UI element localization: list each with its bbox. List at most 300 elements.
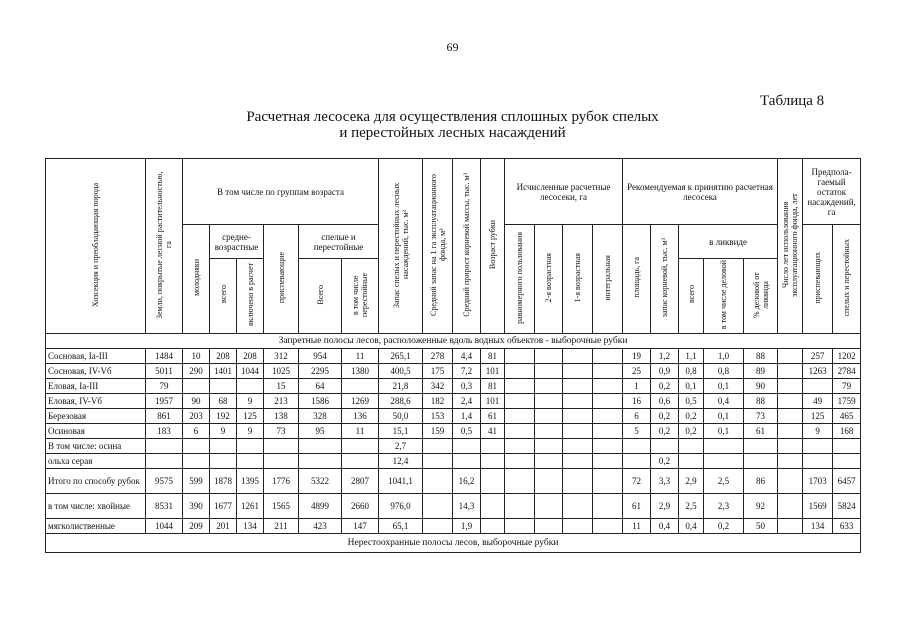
row-label: Итого по способу рубок	[46, 469, 146, 494]
table-cell: 81	[481, 349, 505, 364]
table-cell: 265,1	[379, 349, 423, 364]
table-cell: 1025	[264, 364, 299, 379]
table-cell: 101	[481, 364, 505, 379]
table-row	[46, 469, 861, 494]
table-cell	[264, 454, 299, 469]
page-number: 69	[446, 40, 459, 54]
header-mid-incl: включено в расчет	[237, 259, 264, 334]
header-area: Земли, покрытые лесной растительностью, га	[146, 159, 183, 334]
table-cell: 0,9	[651, 364, 679, 379]
table-cell: 4,4	[453, 349, 481, 364]
table-cell	[299, 454, 342, 469]
table-cell: 201	[210, 519, 237, 534]
table-cell: 0,8	[679, 364, 704, 379]
table-cell	[744, 439, 778, 454]
table-cell: 16,2	[453, 469, 481, 494]
table-cell: 41	[481, 424, 505, 439]
header-1age: 1-я возрастная	[563, 225, 593, 334]
table-cell: 976,0	[379, 494, 423, 519]
table-cell	[183, 439, 210, 454]
table-cell: 0,5	[679, 394, 704, 409]
table-cell: 1,1	[679, 349, 704, 364]
table-cell: 9	[237, 394, 264, 409]
table-cell	[593, 439, 623, 454]
table-cell	[183, 379, 210, 394]
table-cell: 288,6	[379, 394, 423, 409]
table-cell: 0,8	[704, 364, 744, 379]
table-cell	[778, 454, 803, 469]
table-cell	[423, 439, 453, 454]
table-cell: 90	[183, 394, 210, 409]
header-age-groups: В том числе по группам возраста	[183, 159, 379, 225]
table-cell	[803, 439, 833, 454]
table-cell: 0,5	[453, 424, 481, 439]
table-cell: 159	[423, 424, 453, 439]
table-cell: 183	[146, 424, 183, 439]
row-label: Сосновая, IV-Vб	[46, 364, 146, 379]
table-cell: 61	[623, 494, 651, 519]
table-cell	[593, 454, 623, 469]
table-cell: 0,1	[704, 379, 744, 394]
table-cell: 21,8	[379, 379, 423, 394]
table-cell	[423, 519, 453, 534]
table-cell	[623, 454, 651, 469]
table-cell: 50	[744, 519, 778, 534]
table-cell: 1565	[264, 494, 299, 519]
table-cell	[535, 424, 563, 439]
table-cell: 0,4	[679, 519, 704, 534]
table-cell: 5322	[299, 469, 342, 494]
row-label: ольха серая	[46, 454, 146, 469]
table-cell: 134	[237, 519, 264, 534]
table-cell	[563, 454, 593, 469]
table-cell: 12,4	[379, 454, 423, 469]
table-cell: 633	[833, 519, 861, 534]
table-cell	[505, 379, 535, 394]
table-cell: 0,2	[651, 409, 679, 424]
table-cell: 1	[623, 379, 651, 394]
table-cell: 2,3	[704, 494, 744, 519]
table-cell: 290	[183, 364, 210, 379]
table-cell: 16	[623, 394, 651, 409]
table-cell: 147	[342, 519, 379, 534]
header-remain-group: Предпола-гаемый остаток насаждений, га	[803, 159, 861, 225]
table-cell: 0,3	[453, 379, 481, 394]
table-cell: 2,5	[679, 494, 704, 519]
table-cell: 11	[342, 424, 379, 439]
table-row	[46, 454, 861, 469]
table-cell: 1041,1	[379, 469, 423, 494]
table-cell: 6	[183, 424, 210, 439]
table-cell: 0,4	[704, 394, 744, 409]
table-label: Таблица 8	[760, 93, 825, 109]
table-row	[46, 439, 861, 454]
table-cell	[593, 494, 623, 519]
table-cell	[299, 439, 342, 454]
row-label: Еловая, Ia-III	[46, 379, 146, 394]
table-cell: 9	[210, 424, 237, 439]
table-cell	[803, 379, 833, 394]
table-cell: 0,2	[651, 454, 679, 469]
table-cell: 5011	[146, 364, 183, 379]
table-cell: 0,1	[704, 424, 744, 439]
header-liquid-group: в ликвиде	[679, 225, 778, 259]
table-cell: 1957	[146, 394, 183, 409]
table-cell	[535, 469, 563, 494]
header-ripening: приспевающие	[264, 225, 299, 334]
title-line-2: и перестойных лесных насаждений	[339, 125, 566, 141]
table-cell: 1202	[833, 349, 861, 364]
table-cell: 89	[744, 364, 778, 379]
table-cell	[237, 439, 264, 454]
table-cell: 203	[183, 409, 210, 424]
table-cell: 1759	[833, 394, 861, 409]
table-cell	[563, 364, 593, 379]
table-cell: 312	[264, 349, 299, 364]
table-cell: 65,1	[379, 519, 423, 534]
table-cell	[535, 349, 563, 364]
table-row	[46, 394, 861, 409]
table-cell: 423	[299, 519, 342, 534]
table-cell	[210, 454, 237, 469]
table-cell: 95	[299, 424, 342, 439]
table-row	[46, 409, 861, 424]
table-cell	[146, 439, 183, 454]
table-cell	[535, 494, 563, 519]
table-cell: 101	[481, 394, 505, 409]
table-cell	[778, 379, 803, 394]
header-liq-business: в том числе деловой	[704, 259, 744, 334]
table-cell	[593, 519, 623, 534]
table-cell	[563, 469, 593, 494]
table-cell	[505, 439, 535, 454]
table-row	[46, 424, 861, 439]
table-cell: 81	[481, 379, 505, 394]
table-row	[46, 349, 861, 364]
table-cell	[593, 349, 623, 364]
header-calc-group: Исчисленные расчетные лесосеки, га	[505, 159, 623, 225]
table-cell	[535, 454, 563, 469]
table-cell	[505, 349, 535, 364]
table-cell	[563, 424, 593, 439]
table-cell: 1776	[264, 469, 299, 494]
table-cell	[563, 379, 593, 394]
row-label: Сосновая, Ia-III	[46, 349, 146, 364]
row-label: Березовая	[46, 409, 146, 424]
table-cell	[453, 439, 481, 454]
table-cell	[778, 494, 803, 519]
table-cell	[342, 439, 379, 454]
table-cell	[505, 519, 535, 534]
table-cell	[237, 379, 264, 394]
table-cell: 6457	[833, 469, 861, 494]
table-cell: 9575	[146, 469, 183, 494]
table-cell	[803, 454, 833, 469]
table-cell: 125	[237, 409, 264, 424]
table-cell: 0,2	[679, 409, 704, 424]
table-cell: 11	[623, 519, 651, 534]
header-rem-ripe: спелых и перестойных	[833, 225, 861, 334]
table-cell	[778, 409, 803, 424]
table-cell	[593, 379, 623, 394]
table-cell	[623, 439, 651, 454]
table-cell: 19	[623, 349, 651, 364]
table-cell: 278	[423, 349, 453, 364]
table-cell	[453, 454, 481, 469]
table-cell	[593, 424, 623, 439]
header-2age: 2-я возрастная	[535, 225, 563, 334]
section-header-spawning: Нерестоохранные полосы лесов, выборочные рубки	[46, 534, 861, 553]
table-cell: 68	[210, 394, 237, 409]
table-cell	[563, 494, 593, 519]
table-cell: 861	[146, 409, 183, 424]
table-cell: 0,6	[651, 394, 679, 409]
table-cell	[535, 409, 563, 424]
table-cell: 342	[423, 379, 453, 394]
table-cell: 0,2	[651, 379, 679, 394]
table-cell: 2660	[342, 494, 379, 519]
table-cell	[423, 494, 453, 519]
table-cell	[778, 469, 803, 494]
table-cell: 9	[803, 424, 833, 439]
table-cell: 88	[744, 394, 778, 409]
table-cell: 211	[264, 519, 299, 534]
table-cell: 1261	[237, 494, 264, 519]
table-cell	[833, 454, 861, 469]
table-cell: 213	[264, 394, 299, 409]
table-cell: 1395	[237, 469, 264, 494]
table-cell	[744, 454, 778, 469]
table-cell	[679, 454, 704, 469]
table-cell	[704, 454, 744, 469]
table-cell	[593, 409, 623, 424]
table-cell: 50,0	[379, 409, 423, 424]
table-cell: 2,7	[379, 439, 423, 454]
table-cell	[833, 439, 861, 454]
table-cell	[505, 394, 535, 409]
title-line-1: Расчетная лесосека для осуществления сплошных рубок спелых	[246, 109, 659, 125]
table-cell: 1569	[803, 494, 833, 519]
table-cell	[593, 469, 623, 494]
table-cell	[535, 364, 563, 379]
table-cell: 153	[423, 409, 453, 424]
table-cell	[481, 519, 505, 534]
table-row	[46, 519, 861, 534]
table-cell: 14,3	[453, 494, 481, 519]
table-cell: 209	[183, 519, 210, 534]
table-cell: 5824	[833, 494, 861, 519]
table-cell	[210, 379, 237, 394]
table-cell: 1677	[210, 494, 237, 519]
header-avg-stock: Средний запас на 1 га эксплуатационного фонда, м³	[423, 159, 453, 334]
table-cell	[778, 439, 803, 454]
table-cell	[481, 494, 505, 519]
table-cell	[535, 379, 563, 394]
table-cell: 208	[210, 349, 237, 364]
table-cell: 257	[803, 349, 833, 364]
row-label: В том числе: осина	[46, 439, 146, 454]
table-cell	[778, 394, 803, 409]
table-cell	[481, 439, 505, 454]
table-cell: 1,4	[453, 409, 481, 424]
table-cell: 3,3	[651, 469, 679, 494]
table-cell	[535, 394, 563, 409]
table-cell	[505, 454, 535, 469]
table-cell	[264, 439, 299, 454]
table-cell: 0,1	[679, 379, 704, 394]
table-cell	[563, 519, 593, 534]
table-cell: 15,1	[379, 424, 423, 439]
table-cell	[593, 394, 623, 409]
table-cell: 1703	[803, 469, 833, 494]
table-cell	[423, 469, 453, 494]
table-cell	[563, 349, 593, 364]
table-cell: 90	[744, 379, 778, 394]
table-cell	[563, 394, 593, 409]
table-cell: 1044	[146, 519, 183, 534]
table-cell: 2,5	[704, 469, 744, 494]
table-cell: 168	[833, 424, 861, 439]
table-cell: 134	[803, 519, 833, 534]
table-cell	[535, 439, 563, 454]
table-cell	[505, 409, 535, 424]
table-cell	[563, 409, 593, 424]
table-cell	[704, 439, 744, 454]
table-cell: 328	[299, 409, 342, 424]
table-cell: 86	[744, 469, 778, 494]
table-cell	[778, 364, 803, 379]
table-cell: 390	[183, 494, 210, 519]
table-cell: 92	[744, 494, 778, 519]
table-cell: 8531	[146, 494, 183, 519]
table-cell: 208	[237, 349, 264, 364]
table-cell: 2,9	[651, 494, 679, 519]
table-cell: 2295	[299, 364, 342, 379]
table-cell	[210, 439, 237, 454]
table-cell	[481, 454, 505, 469]
header-stock: Запас спелых и перестойных лесных насаждений, тыс. м³	[379, 159, 423, 334]
table-cell: 125	[803, 409, 833, 424]
header-rec-group: Рекомендуемая к принятию расчетная лесосека	[623, 159, 778, 225]
table-cell: 2,9	[679, 469, 704, 494]
header-young: молодняки	[183, 225, 210, 334]
table-cell	[423, 454, 453, 469]
table-cell: 73	[744, 409, 778, 424]
table-cell: 954	[299, 349, 342, 364]
table-cell	[778, 424, 803, 439]
table-cell: 1,9	[453, 519, 481, 534]
table-cell: 6	[623, 409, 651, 424]
table-cell: 182	[423, 394, 453, 409]
table-cell: 599	[183, 469, 210, 494]
table-cell: 79	[833, 379, 861, 394]
table-row	[46, 379, 861, 394]
table-cell: 4899	[299, 494, 342, 519]
header-mid-total: всего	[210, 259, 237, 334]
table-cell: 64	[299, 379, 342, 394]
table-title	[200, 109, 705, 141]
table-row	[46, 364, 861, 379]
table-cell: 88	[744, 349, 778, 364]
table-cell	[679, 439, 704, 454]
table-cell	[237, 454, 264, 469]
row-label: Осиновая	[46, 424, 146, 439]
header-ripe-over: в том числе перестойные	[342, 259, 379, 334]
table-cell: 10	[183, 349, 210, 364]
header-mid-group: средне-возрастные	[210, 225, 264, 259]
row-label: мягколиственные	[46, 519, 146, 534]
table-cell: 72	[623, 469, 651, 494]
table-cell: 15	[264, 379, 299, 394]
table-cell: 2784	[833, 364, 861, 379]
header-integral: интегральная	[593, 225, 623, 334]
table-cell: 1044	[237, 364, 264, 379]
table-cell: 7,2	[453, 364, 481, 379]
table-cell: 11	[342, 349, 379, 364]
table-cell: 136	[342, 409, 379, 424]
table-cell: 1269	[342, 394, 379, 409]
table-cell	[651, 439, 679, 454]
table-cell: 2,4	[453, 394, 481, 409]
table-cell: 9	[237, 424, 264, 439]
header-cut-age: Возраст рубки	[481, 159, 505, 334]
header-ripe-group: спелые и перестойные	[299, 225, 379, 259]
table-cell: 1,2	[651, 349, 679, 364]
row-label: Еловая, IV-Vб	[46, 394, 146, 409]
section-header-water: Запретные полосы лесов, расположенные вдоль водных объектов - выборочные рубки	[46, 334, 861, 349]
table-cell: 1,0	[704, 349, 744, 364]
header-rec-stock: запас корневой, тыс. м³	[651, 225, 679, 334]
table-cell	[342, 454, 379, 469]
table-cell: 0,1	[704, 409, 744, 424]
table-cell: 1380	[342, 364, 379, 379]
table-cell: 465	[833, 409, 861, 424]
header-growth: Средний прирост корневой массы, тыс. м³	[453, 159, 481, 334]
table-cell	[535, 519, 563, 534]
table-cell	[505, 469, 535, 494]
table-cell: 61	[481, 409, 505, 424]
calculation-table	[45, 158, 861, 553]
table-cell: 0,2	[704, 519, 744, 534]
table-cell: 192	[210, 409, 237, 424]
table-row	[46, 494, 861, 519]
row-label: в том числе: хвойные	[46, 494, 146, 519]
table-cell	[481, 469, 505, 494]
header-rem-ripening: приспевающих	[803, 225, 833, 334]
table-cell	[505, 364, 535, 379]
table-cell	[183, 454, 210, 469]
table-cell	[593, 364, 623, 379]
table-cell: 73	[264, 424, 299, 439]
header-even: равномерного пользования	[505, 225, 535, 334]
header-years: Число лет использования эксплуатационного фонда, лет	[778, 159, 803, 334]
table-cell	[505, 424, 535, 439]
header-ripe-total: Всего	[299, 259, 342, 334]
table-cell: 79	[146, 379, 183, 394]
table-cell: 1586	[299, 394, 342, 409]
table-cell: 1878	[210, 469, 237, 494]
table-cell	[778, 349, 803, 364]
header-hoz: Хозсекция и преобладающая порода	[46, 159, 146, 334]
table-cell: 49	[803, 394, 833, 409]
table-cell	[778, 519, 803, 534]
table-cell: 175	[423, 364, 453, 379]
table-cell	[505, 494, 535, 519]
table-cell: 138	[264, 409, 299, 424]
table-cell: 0,2	[679, 424, 704, 439]
table-cell: 0,2	[651, 424, 679, 439]
table-cell: 61	[744, 424, 778, 439]
